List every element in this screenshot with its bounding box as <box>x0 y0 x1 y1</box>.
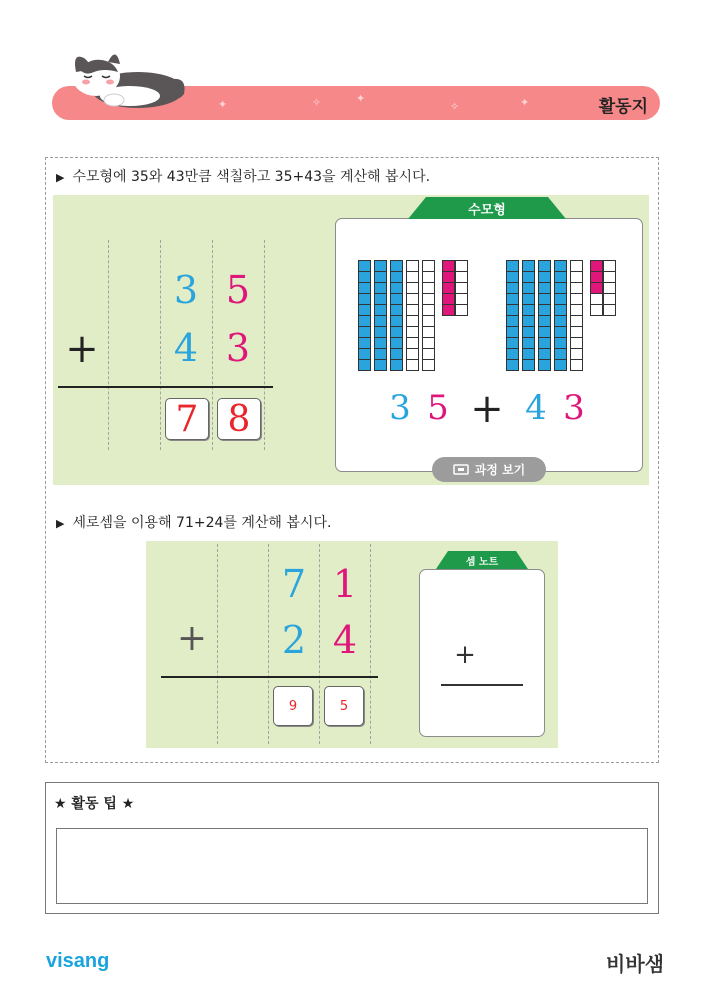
ten-rod-empty[interactable] <box>570 260 583 371</box>
tens-digit-bottom: 4 <box>173 326 199 370</box>
rod-cell <box>554 260 567 272</box>
one-cube-filled[interactable] <box>590 283 603 294</box>
ten-rod-filled[interactable] <box>554 260 567 371</box>
rod-cell <box>406 327 419 338</box>
rod-cell <box>422 316 435 327</box>
rod-cell <box>538 283 551 294</box>
rod-cell <box>374 316 387 327</box>
rod-cell <box>522 316 535 327</box>
rod-cell <box>406 294 419 305</box>
rod-cell <box>406 360 419 371</box>
sparkle-icon: ✧ <box>312 96 322 109</box>
rod-cell <box>570 316 583 327</box>
tens-digit-bottom: 2 <box>281 618 307 662</box>
one-cube-empty[interactable] <box>603 260 616 272</box>
rod-cell <box>570 338 583 349</box>
sparkle-icon: ✦ <box>356 92 366 105</box>
rod-cell <box>570 327 583 338</box>
rod-cell <box>374 360 387 371</box>
rod-cell <box>570 360 583 371</box>
rod-cell <box>522 283 535 294</box>
expr-b-ones: 3 <box>563 388 585 428</box>
column-divider <box>160 240 161 450</box>
ones-digit-bottom: 4 <box>332 618 358 662</box>
answer-box-tens[interactable] <box>165 398 209 440</box>
rod-cell <box>390 272 403 283</box>
ones-column[interactable] <box>455 260 468 316</box>
sparkle-icon: ✦ <box>520 96 530 109</box>
one-cube-empty[interactable] <box>455 272 468 283</box>
one-cube-empty[interactable] <box>603 272 616 283</box>
one-cube-empty[interactable] <box>455 283 468 294</box>
rod-cell <box>390 283 403 294</box>
one-cube-empty[interactable] <box>603 283 616 294</box>
column-divider <box>319 544 320 744</box>
calculation-note-card[interactable] <box>419 569 545 737</box>
column-divider <box>268 544 269 744</box>
one-cube-filled[interactable] <box>442 260 455 272</box>
tens-digit-top: 7 <box>281 562 307 606</box>
rod-cell <box>358 316 371 327</box>
answer-ones-digit: 5 <box>339 698 349 714</box>
rod-cell <box>538 316 551 327</box>
ten-rod-filled[interactable] <box>506 260 519 371</box>
rod-cell <box>522 294 535 305</box>
rod-cell <box>506 283 519 294</box>
rod-cell <box>506 360 519 371</box>
rod-cell <box>422 360 435 371</box>
rod-cell <box>554 305 567 316</box>
plus-sign: + <box>65 326 99 372</box>
rod-cell <box>506 272 519 283</box>
rod-cell <box>506 260 519 272</box>
rod-cell <box>390 349 403 360</box>
answer-ones-digit: 8 <box>227 398 251 440</box>
rod-cell <box>422 327 435 338</box>
view-process-label: 과정 보기 <box>474 463 526 477</box>
ten-rod-filled[interactable] <box>390 260 403 371</box>
rod-cell <box>374 283 387 294</box>
rod-cell <box>538 305 551 316</box>
ones-column[interactable] <box>603 260 616 316</box>
rod-cell <box>390 327 403 338</box>
rod-cell <box>390 305 403 316</box>
rod-cell <box>522 327 535 338</box>
answer-box-ones[interactable] <box>324 686 364 726</box>
ten-rod-empty[interactable] <box>422 260 435 371</box>
note-sum-line <box>441 684 523 686</box>
rod-cell <box>522 260 535 272</box>
rod-cell <box>374 349 387 360</box>
rod-cell <box>506 349 519 360</box>
rod-cell <box>538 349 551 360</box>
rod-cell <box>390 294 403 305</box>
rod-cell <box>538 260 551 272</box>
rod-cell <box>570 349 583 360</box>
one-cube-empty[interactable] <box>603 305 616 316</box>
rod-cell <box>506 305 519 316</box>
ones-digit-bottom: 3 <box>225 326 251 370</box>
one-cube-filled[interactable] <box>442 272 455 283</box>
ten-rod-filled[interactable] <box>374 260 387 371</box>
rod-cell <box>406 260 419 272</box>
rod-cell <box>358 283 371 294</box>
column-divider <box>370 544 371 744</box>
rod-cell <box>522 305 535 316</box>
model-tag: 수모형 <box>468 203 506 218</box>
question-1 <box>56 166 430 186</box>
answer-tens-digit: 9 <box>288 698 298 714</box>
rod-cell <box>538 272 551 283</box>
rod-cell <box>406 283 419 294</box>
column-divider <box>264 240 265 450</box>
rod-cell <box>570 272 583 283</box>
sleeping-cat-illustration <box>58 42 190 112</box>
visang-logo: visang <box>46 950 110 972</box>
tens-digit-top: 3 <box>173 268 199 312</box>
one-cube-empty[interactable] <box>590 294 603 305</box>
answer-tens-digit: 7 <box>175 398 199 440</box>
rod-cell <box>570 305 583 316</box>
rod-cell <box>358 260 371 272</box>
rod-cell <box>422 260 435 272</box>
rod-cell <box>506 338 519 349</box>
one-cube-filled[interactable] <box>442 305 455 316</box>
rod-cell <box>538 327 551 338</box>
rod-cell <box>390 316 403 327</box>
rod-cell <box>554 294 567 305</box>
ones-column[interactable] <box>590 260 603 316</box>
rod-cell <box>554 327 567 338</box>
rod-cell <box>554 272 567 283</box>
rod-cell <box>406 272 419 283</box>
rod-cell <box>522 360 535 371</box>
rod-cell <box>570 294 583 305</box>
rod-cell <box>358 338 371 349</box>
ones-digit-top: 1 <box>332 562 358 606</box>
one-cube-empty[interactable] <box>455 305 468 316</box>
rod-cell <box>506 316 519 327</box>
triangle-bullet-icon: ▶ <box>56 171 65 184</box>
activity-tip-content[interactable] <box>56 828 648 904</box>
column-divider <box>217 544 218 744</box>
rod-cell <box>554 338 567 349</box>
rod-cell <box>570 283 583 294</box>
column-divider <box>108 240 109 450</box>
ten-rod-empty[interactable] <box>406 260 419 371</box>
column-divider <box>212 240 213 450</box>
sum-line <box>58 386 273 388</box>
sparkle-icon: ✦ <box>218 98 228 111</box>
rod-cell <box>374 272 387 283</box>
rod-cell <box>374 294 387 305</box>
rod-cell <box>554 349 567 360</box>
one-cube-filled[interactable] <box>442 283 455 294</box>
rod-cell <box>406 349 419 360</box>
rod-cell <box>422 294 435 305</box>
one-cube-empty[interactable] <box>455 294 468 305</box>
rod-cell <box>358 272 371 283</box>
vivasam-logo: 비바샘 <box>606 952 664 976</box>
ten-rod-filled[interactable] <box>538 260 551 371</box>
rod-cell <box>538 360 551 371</box>
rod-cell <box>422 305 435 316</box>
rod-cell <box>554 360 567 371</box>
rod-cell <box>422 338 435 349</box>
rod-cell <box>374 305 387 316</box>
triangle-bullet-icon: ▶ <box>56 517 65 530</box>
one-cube-empty[interactable] <box>603 294 616 305</box>
rod-cell <box>406 305 419 316</box>
question-2-text: 세로셈을 이용해 71+24를 계산해 봅시다. <box>72 515 332 531</box>
ones-column[interactable] <box>442 260 455 316</box>
monitor-icon <box>453 464 469 476</box>
rod-cell <box>406 316 419 327</box>
one-cube-filled[interactable] <box>590 272 603 283</box>
rod-cell <box>570 260 583 272</box>
rod-cell <box>522 349 535 360</box>
rod-cell <box>390 360 403 371</box>
expr-a-tens: 3 <box>389 388 411 428</box>
rod-cell <box>374 338 387 349</box>
rod-cell <box>422 349 435 360</box>
rod-cell <box>522 272 535 283</box>
rod-cell <box>390 260 403 272</box>
rod-cell <box>358 349 371 360</box>
activity-tip-title: ★ 활동 팁 ★ <box>54 796 135 812</box>
rod-cell <box>374 327 387 338</box>
one-cube-filled[interactable] <box>590 260 603 272</box>
rod-cell <box>358 305 371 316</box>
note-plus-sign: + <box>454 640 476 670</box>
rod-cell <box>358 360 371 371</box>
one-cube-filled[interactable] <box>442 294 455 305</box>
rod-cell <box>390 338 403 349</box>
sparkle-icon: ✧ <box>450 100 460 113</box>
rod-cell <box>554 283 567 294</box>
rod-cell <box>422 272 435 283</box>
rod-cell <box>406 338 419 349</box>
question-2 <box>56 512 331 532</box>
rod-cell <box>538 294 551 305</box>
note-tag: 셈 노트 <box>465 557 499 568</box>
rod-cell <box>538 338 551 349</box>
rod-cell <box>358 327 371 338</box>
rod-cell <box>358 294 371 305</box>
ten-rod-filled[interactable] <box>358 260 371 371</box>
rod-cell <box>554 316 567 327</box>
question-1-text: 수모형에 35와 43만큼 색칠하고 35+43을 계산해 봅시다. <box>72 169 431 185</box>
expr-b-tens: 4 <box>525 388 547 428</box>
rod-cell <box>374 260 387 272</box>
sum-line <box>161 676 378 678</box>
view-process-button[interactable] <box>432 457 546 482</box>
one-cube-empty[interactable] <box>590 305 603 316</box>
ten-rod-filled[interactable] <box>522 260 535 371</box>
answer-box-ones[interactable] <box>217 398 261 440</box>
expr-a-ones: 5 <box>427 388 449 428</box>
expr-plus-sign: + <box>470 386 504 432</box>
rod-cell <box>522 338 535 349</box>
one-cube-empty[interactable] <box>455 260 468 272</box>
rod-cell <box>506 294 519 305</box>
ones-digit-top: 5 <box>225 268 251 312</box>
rod-cell <box>506 327 519 338</box>
answer-box-tens[interactable] <box>273 686 313 726</box>
page-title: 활동지 <box>598 97 648 117</box>
plus-sign: + <box>176 618 208 659</box>
rod-cell <box>422 283 435 294</box>
